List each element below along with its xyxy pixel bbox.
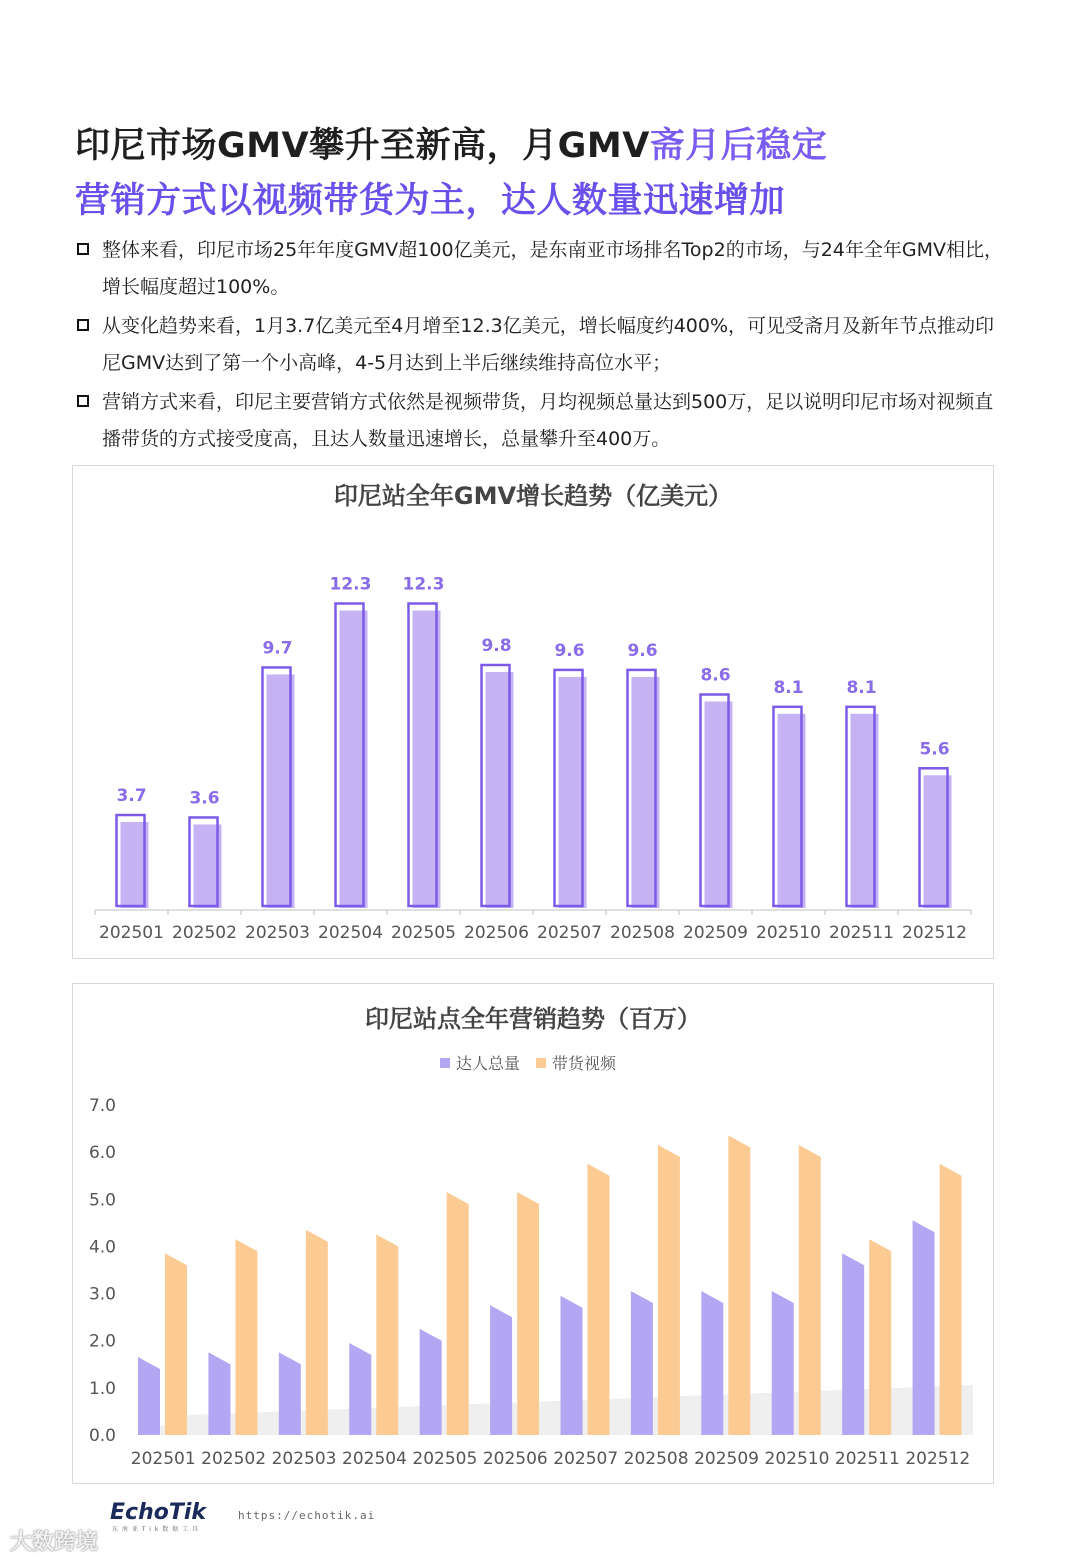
gmv-data-label: 5.6 (919, 739, 950, 760)
series-bar-videos (165, 1253, 187, 1435)
series-bar-videos (799, 1145, 821, 1435)
chart-title: 印尼站点全年营销趋势（百万） (365, 1005, 701, 1033)
x-tick-label: 202502 (172, 923, 237, 943)
x-tick-label: 202504 (318, 923, 383, 943)
y-tick-label: 5.0 (88, 1190, 116, 1211)
gmv-data-label: 12.3 (402, 574, 445, 595)
x-tick-label: 202501 (99, 923, 164, 943)
square-bullet-icon (77, 395, 89, 407)
x-tick-label: 202512 (902, 923, 967, 943)
bullet-item (75, 384, 1010, 458)
gmv-data-label: 3.7 (116, 786, 147, 807)
series-bar-videos (376, 1234, 398, 1435)
x-tick-label: 202510 (764, 1449, 830, 1469)
gmv-bar-chart (73, 466, 993, 958)
x-tick-label: 202505 (391, 923, 456, 943)
bullet-item (75, 232, 1010, 306)
y-tick-label: 0.0 (88, 1426, 116, 1446)
x-tick-label: 202502 (201, 1449, 267, 1469)
x-tick-label: 202507 (537, 923, 602, 943)
logo-tagline: 东 南 亚 T i k 数 据 工 具 (112, 1526, 199, 1533)
x-tick-label: 202506 (482, 1449, 548, 1469)
y-tick-label: 4.0 (88, 1237, 116, 1258)
chart-title: 印尼站全年GMV增长趋势（亿美元） (333, 482, 733, 510)
series-bar-creators (138, 1357, 160, 1435)
series-bar-videos (447, 1192, 469, 1435)
y-tick-label: 2.0 (88, 1331, 116, 1352)
series-bar-creators (842, 1253, 864, 1435)
y-tick-label: 6.0 (88, 1143, 116, 1164)
x-tick-label: 202507 (553, 1449, 619, 1469)
x-tick-label: 202508 (610, 923, 675, 943)
series-bar-videos (869, 1239, 891, 1435)
gmv-data-label: 3.6 (189, 788, 220, 809)
x-tick-label: 202509 (683, 923, 748, 943)
series-bar-videos (517, 1192, 539, 1435)
x-tick-label: 202505 (412, 1449, 478, 1469)
bullet-text: 从变化趋势来看，1月3.7亿美元至4月增至12.3亿美元，增长幅度约400%，可见受斋月及新年节点推动印尼GMV达到了第一个小高峰，4-5月达到上半后继续维持高位水平； (102, 315, 995, 374)
echotik-logo: EchoTik (110, 1500, 207, 1525)
gmv-data-label: 8.6 (700, 665, 731, 686)
series-bar-creators (490, 1305, 512, 1435)
legend-swatch (440, 1058, 450, 1068)
legend-label: 达人总量 (456, 1054, 521, 1073)
footer-url: https://echotik.ai (238, 1509, 376, 1522)
series-bar-videos (728, 1135, 750, 1435)
page-subtitle: 营销方式以视频带货为主，达人数量迅速增加 (75, 181, 786, 221)
marketing-chart-panel (72, 983, 994, 1484)
series-bar-videos (940, 1164, 962, 1435)
x-tick-label: 202510 (756, 923, 821, 943)
legend-swatch (536, 1058, 546, 1068)
gmv-data-label: 9.6 (554, 640, 585, 661)
bullet-text: 营销方式来看，印尼主要营销方式依然是视频带货，月均视频总量达到500万，足以说明印尼市场对视频直播带货的方式接受度高，且达人数量迅速增长，总量攀升至400万。 (102, 391, 994, 450)
series-bar-creators (279, 1352, 301, 1435)
y-tick-label: 1.0 (88, 1378, 116, 1399)
series-bar-videos (235, 1239, 257, 1435)
series-bar-creators (913, 1220, 935, 1435)
x-tick-label: 202503 (271, 1449, 337, 1469)
y-tick-label: 7.0 (88, 1096, 116, 1116)
series-bar-creators (420, 1329, 442, 1435)
gmv-data-label: 9.8 (481, 635, 512, 656)
gmv-data-label: 12.3 (329, 574, 372, 595)
x-tick-label: 202503 (245, 923, 310, 943)
x-tick-label: 202511 (829, 923, 894, 943)
series-bar-creators (208, 1352, 230, 1435)
series-bar-creators (561, 1296, 583, 1435)
series-bar-videos (658, 1145, 680, 1435)
legend-label: 带货视频 (552, 1054, 617, 1073)
square-bullet-icon (77, 319, 89, 331)
watermark: 大数跨境 (10, 1530, 99, 1555)
gmv-data-label: 8.1 (773, 677, 804, 698)
x-tick-label: 202512 (905, 1449, 971, 1469)
gmv-data-label: 9.7 (262, 638, 293, 659)
series-bar-videos (306, 1230, 328, 1435)
page-title (75, 118, 827, 168)
x-tick-label: 202508 (623, 1449, 689, 1469)
square-bullet-icon (77, 243, 89, 255)
bullet-text: 整体来看，印尼市场25年年度GMV超100亿美元，是东南亚市场排名Top2的市场，与24年全年GMV相比，增长幅度超过100%。 (102, 239, 1003, 298)
series-bar-creators (701, 1291, 723, 1435)
series-bar-creators (772, 1291, 794, 1435)
bullet-list (75, 232, 1010, 460)
series-bar-creators (631, 1291, 653, 1435)
bullet-item (75, 308, 1010, 382)
title-accent: 斋月后稳定 (649, 126, 828, 166)
y-tick-label: 3.0 (88, 1284, 116, 1305)
gmv-chart-panel (72, 465, 994, 959)
x-tick-label: 202504 (342, 1449, 407, 1469)
gmv-data-label: 9.6 (627, 640, 658, 661)
title-main: 印尼市场GMV攀升至新高，月GMV (75, 126, 650, 166)
marketing-bar-chart (73, 984, 993, 1483)
x-tick-label: 202501 (130, 1449, 196, 1469)
series-bar-videos (588, 1164, 610, 1435)
x-tick-label: 202509 (694, 1449, 759, 1469)
gmv-data-label: 8.1 (846, 677, 877, 698)
x-tick-label: 202506 (464, 923, 529, 943)
series-bar-creators (349, 1343, 371, 1435)
x-tick-label: 202511 (834, 1449, 900, 1469)
